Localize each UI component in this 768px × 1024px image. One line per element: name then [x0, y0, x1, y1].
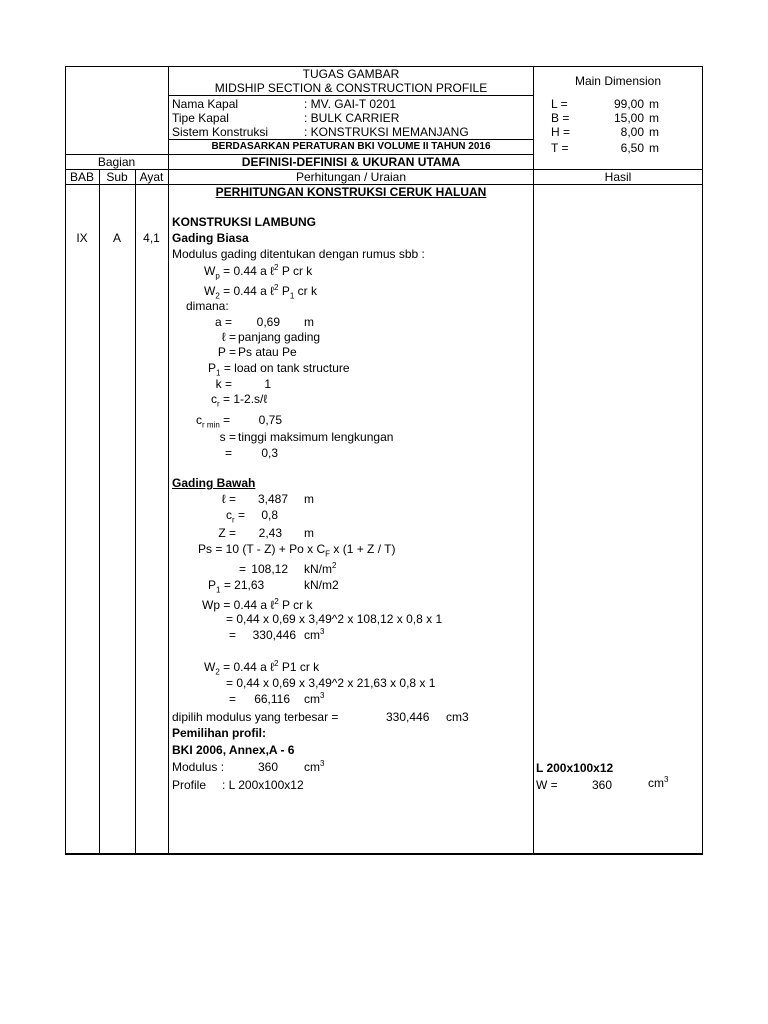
w2-symbol: W [204, 284, 216, 298]
col-bab: BAB [69, 170, 94, 184]
cr-text: = 1-2.s/ℓ [223, 392, 268, 406]
hasil-profile: L 200x100x12 [536, 761, 614, 775]
title-midship: MIDSHIP SECTION & CONSTRUCTION PROFILE [214, 81, 488, 95]
p1-result-value: = 21,63 [223, 578, 265, 592]
gb-l-value: 3,487 [257, 492, 288, 506]
hasil-w-value: 360 [592, 778, 613, 792]
col-ayat: Ayat [139, 170, 164, 184]
gb-z-symbol: Z = [218, 526, 236, 540]
dim-sym: L = [551, 97, 568, 111]
wp-formula-part-b: P cr k [278, 264, 313, 278]
wp2-res-unit: $cm^3$ [304, 627, 325, 642]
hasil-w-unit-text: cm [648, 776, 664, 790]
dim-val: 99,00 [613, 97, 644, 111]
wp2-res-value: 330,446 [252, 628, 296, 642]
main-dimension-label: Main Dimension [574, 74, 662, 88]
w2-subscript: 2 [215, 291, 220, 301]
dim-unit: m [649, 97, 659, 111]
gb-z-unit: m [304, 526, 314, 540]
l-symbol: ℓ = [221, 330, 236, 344]
crmin-eq: = [223, 413, 231, 427]
ps-unit: $kN/m^2$ [304, 561, 337, 576]
modulus-intro: Modulus gading ditentukan dengan rumus sbb : [172, 247, 425, 261]
vline-bab-sub [99, 169, 100, 855]
dim-unit: m [649, 125, 659, 139]
p1-text: = load on tank structure [223, 361, 350, 375]
w2-formula-part-b: P [278, 284, 290, 298]
dim-val: 8,00 [620, 125, 644, 139]
dim-unit: m [649, 141, 659, 155]
w22-formula-part-a: = 0.44 a ℓ [223, 660, 275, 674]
hasil-w-label: W = [536, 778, 558, 792]
a-value: 0,69 [256, 315, 280, 329]
wp2-formula-part-a: = 0.44 a ℓ [223, 598, 275, 612]
sub-value: A [112, 231, 121, 245]
w2-formula: $W_2 = 0.44$ a ℓ$^2$ $P_1$ cr k [204, 283, 317, 301]
p1-def: $P_1$ = load on tank structure [208, 361, 350, 378]
col-sub: Sub [106, 170, 128, 184]
dipilih-text: dipilih modulus yang terbesar = [172, 710, 339, 724]
gading-bawah-heading: Gading Bawah [172, 476, 256, 490]
w2-formula-part-c: cr k [294, 284, 317, 298]
w22-res-eq: = [228, 692, 236, 706]
gb-cr-def: $c_r$ = [226, 508, 246, 525]
vline-sub-ayat [135, 169, 136, 855]
konstruksi-heading: KONSTRUKSI LAMBUNG [172, 215, 316, 229]
crmin-subscript: r min [202, 420, 220, 430]
ship-type-label: Tipe Kapal [172, 111, 229, 125]
wp2-symbol: Wp [202, 598, 220, 612]
p1-result-symbol: P [208, 578, 217, 592]
profile-label: Profile [172, 778, 207, 792]
dim-sym: T = [551, 141, 569, 155]
section-title: PERHITUNGAN KONSTRUKSI CERUK HALUAN [215, 185, 487, 199]
gb-z-value: 2,43 [258, 526, 282, 540]
col-definisi: DEFINISI-DEFINISI & UKURAN UTAMA [241, 155, 461, 169]
ship-name-label: Nama Kapal [172, 97, 239, 111]
w22-calc: = 0,44 x 0,69 x 3,49^2 x 21,63 x 0,8 x 1 [226, 676, 436, 690]
pemilihan-heading: Pemilihan profil: [172, 726, 267, 740]
modulus-unit: $cm^3$ [304, 759, 325, 774]
modulus-value: 360 [258, 760, 279, 774]
p1-result: $P_1 = 21,63$ [208, 578, 265, 595]
ps-unit-text: kN/m [304, 562, 332, 576]
ps-formula-part-a: Ps = 10 (T - Z) + Po x C [198, 542, 326, 556]
bab-value: IX [76, 231, 88, 245]
ps-formula: Ps = 10 (T - Z) + Po x $C_F$ x (1 + Z / T) [198, 542, 396, 559]
gb-cr-value: 0,8 [261, 508, 278, 522]
a-unit: m [304, 315, 314, 329]
ayat-value: 4,1 [143, 231, 160, 245]
crmin-def [196, 413, 231, 430]
ps-eq: = [238, 562, 246, 576]
gb-cr-symbol: c [226, 508, 232, 522]
w22-formula-part-b: P1 cr k [278, 660, 320, 674]
ps-formula-part-b: x (1 + Z / T) [330, 542, 396, 556]
gb-cr-eq: = [238, 508, 246, 522]
dimana-label: dimana: [186, 299, 229, 313]
col-perhitungan: Perhitungan / Uraian [295, 170, 407, 184]
k-symbol: k = [215, 377, 232, 391]
k-value: 1 [264, 377, 271, 391]
gb-l-unit: m [304, 492, 314, 506]
construction-label: Sistem Konstruksi [172, 125, 269, 139]
wp-formula-part-a: = 0.44 a ℓ [223, 264, 275, 278]
wp2-formula-part-b: P cr k [278, 598, 313, 612]
l-text: panjang gading [238, 330, 321, 344]
ship-type-value: : BULK CARRIER [304, 111, 400, 125]
title-tugas: TUGAS GAMBAR [302, 67, 400, 81]
wp2-res-eq: = [228, 628, 236, 642]
bki-reference: BKI 2006, Annex,A - 6 [172, 743, 295, 757]
w22-res-value: 66,116 [254, 692, 290, 706]
w2-formula-part-a: = 0.44 a ℓ [223, 284, 275, 298]
s-text: tinggi maksimum lengkungan [238, 430, 394, 444]
dim-val: 6,50 [620, 141, 644, 155]
crmin-value: 0,75 [258, 413, 282, 427]
dipilih-unit: cm3 [446, 710, 469, 724]
hline-title [168, 95, 534, 96]
a-symbol: a = [214, 315, 232, 329]
modulus-label: Modulus : [172, 760, 225, 774]
border-bottom [65, 853, 703, 855]
profile-value: : L 200x100x12 [222, 778, 304, 792]
col-bagian: Bagian [97, 155, 136, 169]
s-eq: = [224, 446, 232, 460]
s-value: 0,3 [261, 446, 278, 460]
dim-sym: H = [551, 125, 571, 139]
cr-symbol: c [211, 392, 217, 406]
s-symbol: s = [219, 430, 236, 444]
dipilih-value: 330,446 [386, 710, 430, 724]
p-symbol: P = [217, 345, 236, 359]
dim-unit: m [649, 111, 659, 125]
wp2-calc: = 0,44 x 0,69 x 3,49^2 x 108,12 x 0,8 x 1 [226, 612, 443, 626]
cr-def: $c_r$ = 1-2.s/ℓ [211, 392, 268, 409]
w22-res-unit-text: cm [304, 692, 320, 706]
dim-sym: B = [551, 111, 570, 125]
gb-l-symbol: ℓ = [221, 492, 236, 506]
dim-val: 15,00 [613, 111, 644, 125]
ps-value: 108,12 [251, 562, 288, 576]
ship-name-value: : MV. GAI-T 0201 [304, 97, 397, 111]
w22-formula: $W_2 = 0.44$ a ℓ$^2$ P1 cr k [204, 659, 320, 677]
p1-symbol: P [208, 361, 217, 375]
modulus-unit-text: cm [304, 760, 320, 774]
crmin-symbol: c [196, 413, 202, 427]
hasil-w-unit: $cm^3$ [648, 775, 669, 790]
wp-subscript: p [215, 271, 220, 281]
wp2-res-unit-text: cm [304, 628, 320, 642]
wp2-formula: Wp = 0.44 a ℓ$^2$ P cr k [202, 597, 313, 612]
regulation: BERDASARKAN PERATURAN BKI VOLUME II TAHUN 2016 [211, 141, 491, 152]
wp-symbol: W [204, 264, 216, 278]
col-hasil: Hasil [604, 170, 632, 184]
p-text: Ps atau Pe [238, 345, 297, 359]
p1-result-unit: kN/m2 [304, 578, 339, 592]
w22-symbol: W [204, 660, 216, 674]
w22-res-unit: $cm^3$ [304, 691, 325, 706]
construction-value: : KONSTRUKSI MEMANJANG [304, 125, 469, 139]
gading-biasa-heading: Gading Biasa [172, 231, 249, 245]
wp-formula: $W_p = 0.44$ a ℓ$^2$ P cr k [204, 263, 313, 281]
